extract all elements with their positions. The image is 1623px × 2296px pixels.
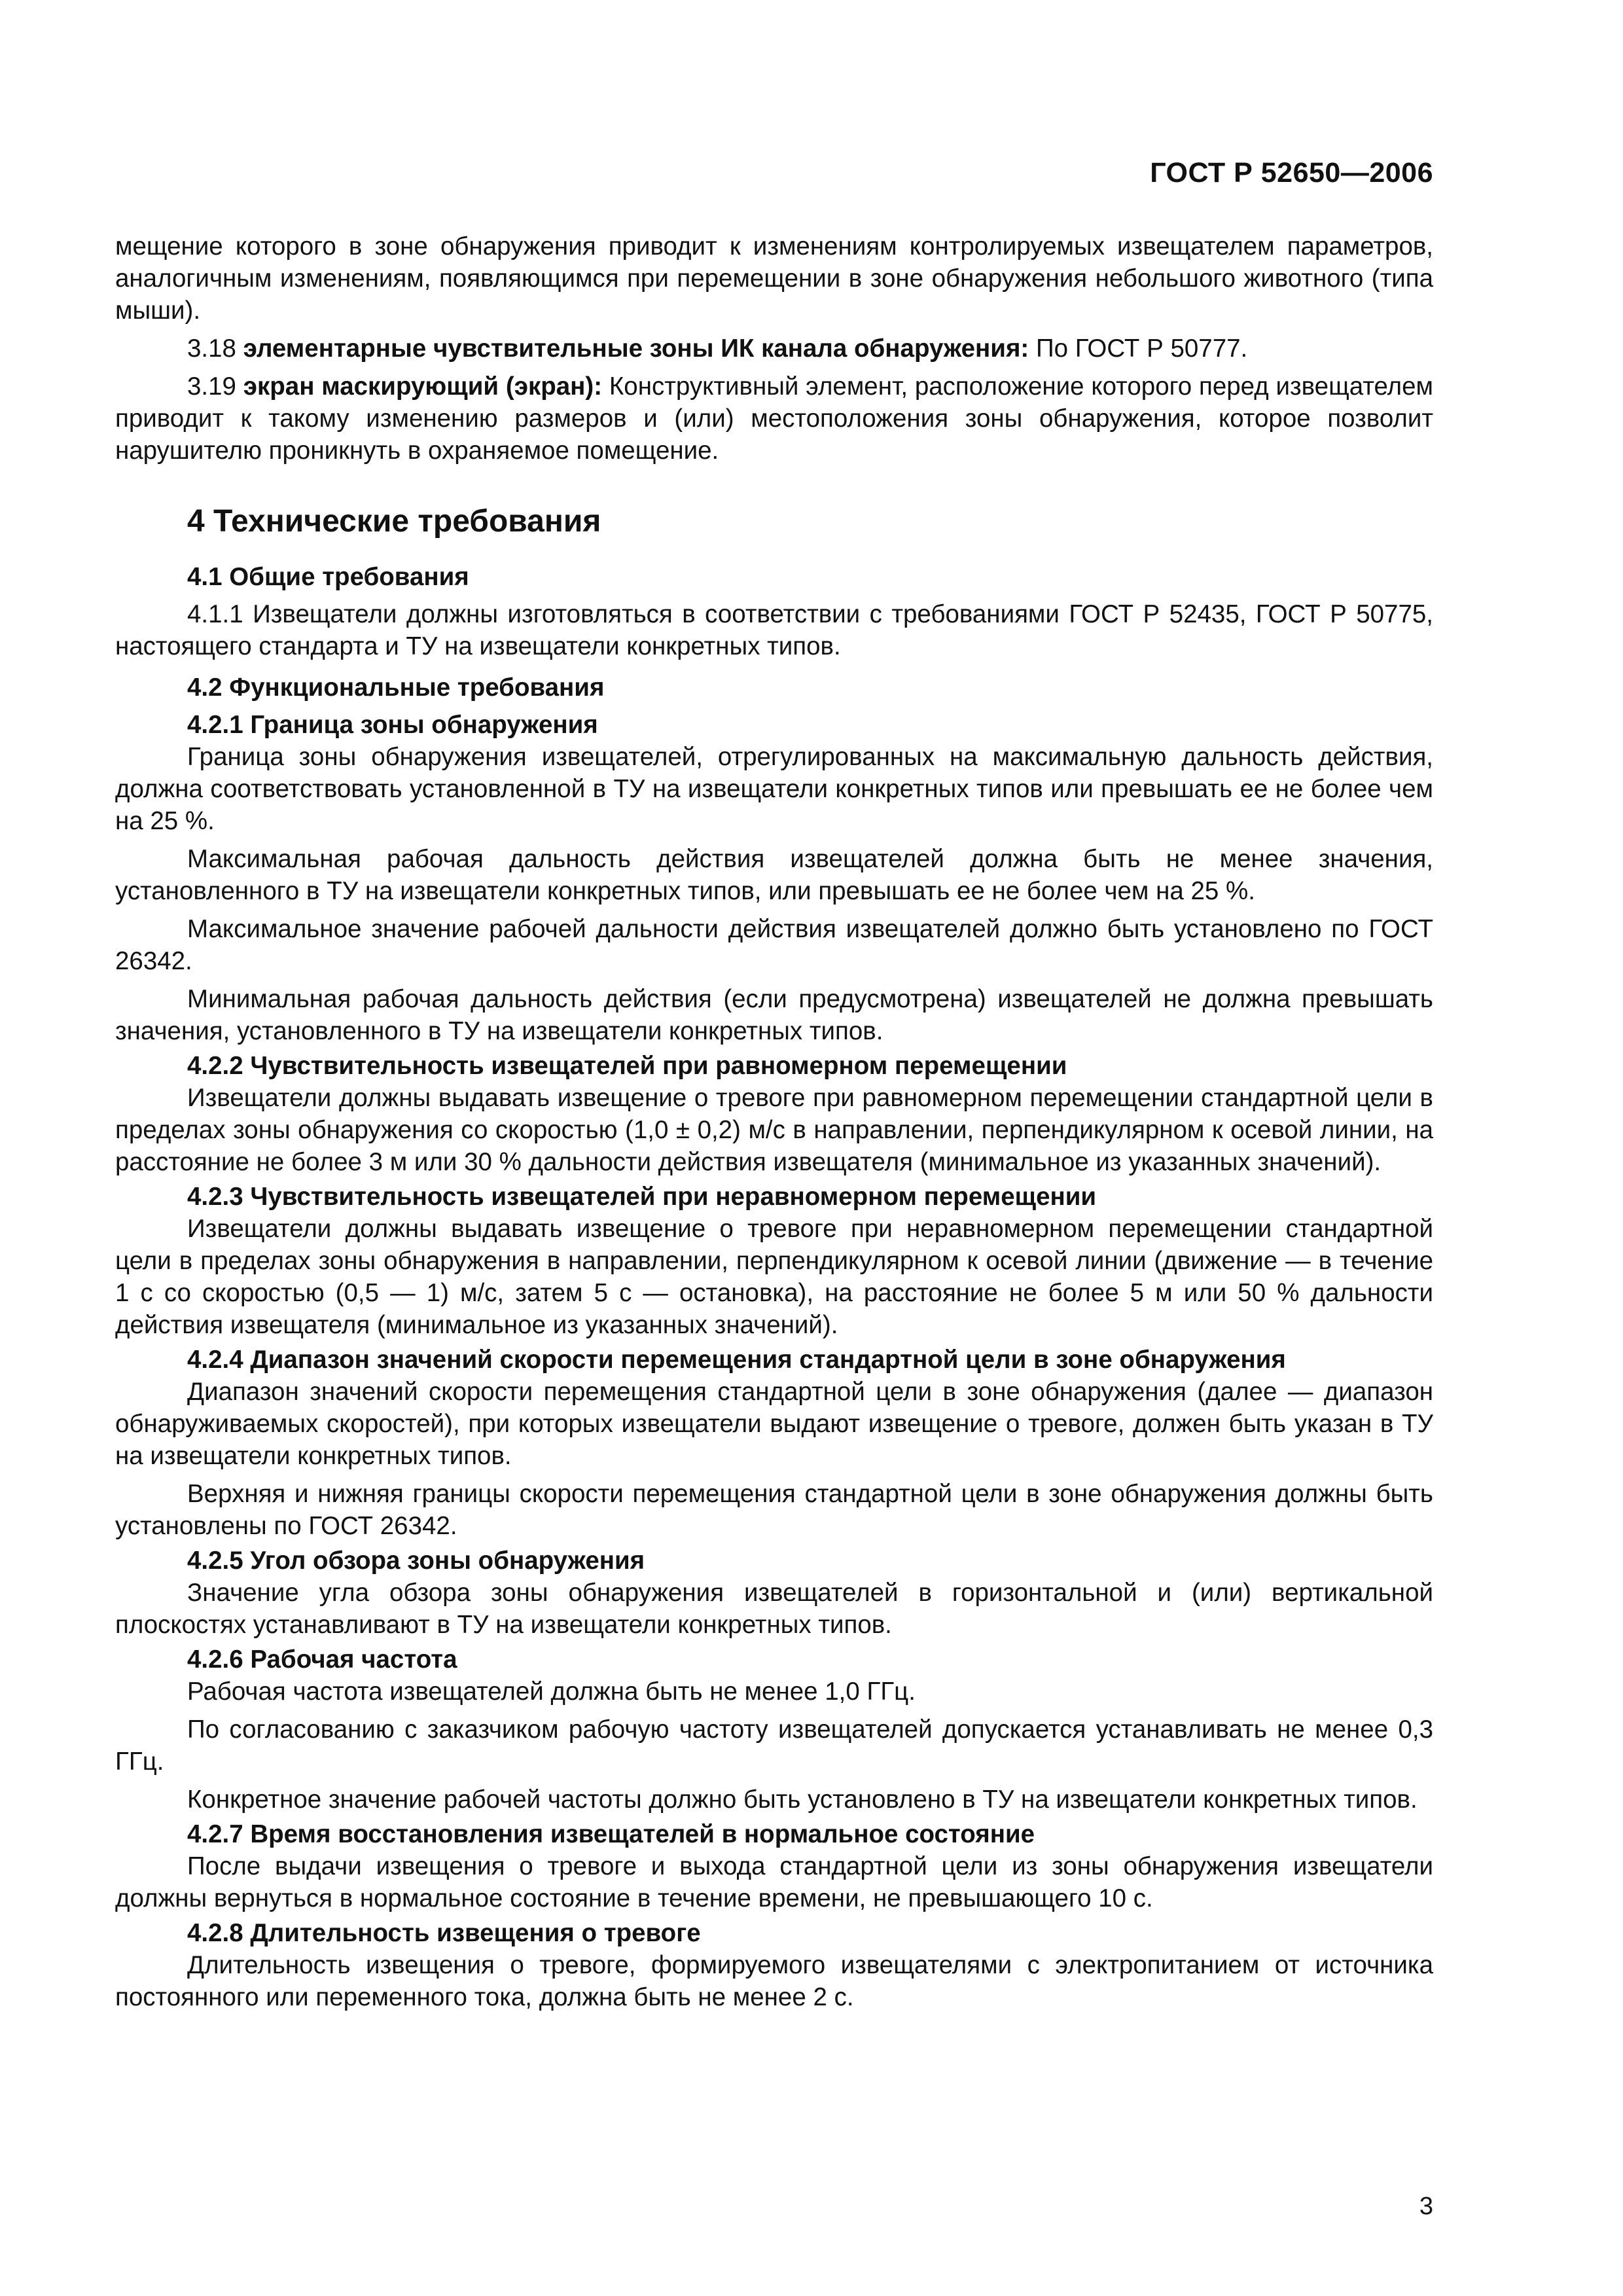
paragraph: Граница зоны обнаружения извещателей, отрегулированных на максимальную дальность действия, должна соответствовать установленной в ТУ на извещатели конкретных типов или превышать ее не более чем на 25 %. — [115, 743, 1433, 835]
paragraph: Рабочая частота извещателей должна быть не менее 1,0 ГГц. — [187, 1677, 916, 1706]
paragraph: Максимальное значение рабочей дальности действия извещателей должно быть установлено по ГОСТ 26342. — [115, 915, 1433, 975]
definition-3-18 — [115, 332, 1433, 365]
page-number: 3 — [1419, 2193, 1433, 2220]
definition-3-19 — [115, 370, 1433, 467]
section-4-heading: 4 Технические требования — [187, 504, 601, 539]
paragraph: Конкретное значение рабочей частоты должно быть установлено в ТУ на извещатели конкретных типов. — [187, 1785, 1418, 1814]
paragraph: Верхняя и нижняя границы скорости перемещения стандартной цели в зоне обнаружения должны быть установлены по ГОСТ 26342. — [115, 1480, 1433, 1540]
paragraph: Длительность извещения о тревоге, формируемого извещателями с электропитанием от источника постоянного или переменного тока, должна быть не менее 2 с. — [115, 1951, 1433, 2011]
definition-text: По ГОСТ Р 50777. — [1035, 334, 1248, 363]
paragraph: По согласованию с заказчиком рабочую частоту извещателей допускается устанавливать не менее 0,3 ГГц. — [115, 1715, 1433, 1776]
paragraph: Максимальная рабочая дальность действия извещателей должна быть не менее значения, установленного в ТУ на извещатели конкретных типов, или превышать ее не более чем на 25 %. — [115, 845, 1433, 905]
definition-term: элементарные чувствительные зоны ИК канала обнаружения: — [243, 334, 1029, 363]
continued-paragraph: мещение которого в зоне обнаружения приводит к изменениям контролируемых извещателем параметров, аналогичным изменениям, появляющимся при перемещении в зоне обнаружения небольшого животного (типа мыши). — [115, 232, 1433, 325]
section-4-2-6-heading: 4.2.6 Рабочая частота — [187, 1645, 457, 1674]
paragraph: Диапазон значений скорости перемещения стандартной цели в зоне обнаружения (далее — диапазон обнаруживаемых скоростей), при которых извещатели выдают извещение о тревоге, должен быть указан в ТУ на извещатели конкретных типов. — [115, 1378, 1433, 1470]
definition-text: Конструктивный элемент, расположение которого перед извещателем приводит к такому изменению размеров и (или) местоположения зоны обнаружения, которое позволит нарушителю проникнуть в охраняемое помещение. — [115, 372, 1434, 465]
section-4-2-3-heading: 4.2.3 Чувствительность извещателей при неравномерном перемещении — [187, 1183, 1097, 1211]
document-designation: ГОСТ Р 52650—2006 — [1150, 157, 1433, 188]
section-4-2-4-heading: 4.2.4 Диапазон значений скорости перемещения стандартной цели в зоне обнаружения — [187, 1346, 1286, 1374]
section-4-2-5-heading: 4.2.5 Угол обзора зоны обнаружения — [187, 1547, 645, 1575]
page-content — [115, 230, 1433, 2013]
definition-number: 3.19 — [187, 372, 236, 401]
section-4-2-8-heading: 4.2.8 Длительность извещения о тревоге — [187, 1919, 701, 1947]
paragraph: Значение угла обзора зоны обнаружения извещателей в горизонтальной и (или) вертикальной плоскостях устанавливают в ТУ на извещатели конкретных типов. — [115, 1579, 1433, 1639]
paragraph: После выдачи извещения о тревоге и выхода стандартной цели из зоны обнаружения извещатели должны вернуться в нормальное состояние в течение времени, не превышающего 10 с. — [115, 1852, 1433, 1912]
section-4-1-heading: 4.1 Общие требования — [187, 563, 469, 591]
paragraph: Извещатели должны выдавать извещение о тревоге при равномерном перемещении стандартной цели в пределах зоны обнаружения со скоростью (1,0 ± 0,2) м/с в направлении, перпендикулярном к осевой линии, на расстояние не более 3 м или 30 % дальности действия извещателя (минимальное из указанных значений). — [115, 1084, 1433, 1176]
definition-term: экран маскирующий (экран): — [243, 372, 603, 401]
paragraph: Извещатели должны выдавать извещение о тревоге при неравномерном перемещении стандартной цели в пределах зоны обнаружения в направлении, перпендикулярном к осевой линии (движение — в течение 1 с со скоростью (0,5 — 1) м/с, затем 5 с — остановка), на расстояние не более 5 м или 50 % дальности действия извещателя (минимальное из указанных значений). — [115, 1215, 1433, 1339]
definition-number: 3.18 — [187, 334, 236, 363]
section-4-2-2-heading: 4.2.2 Чувствительность извещателей при равномерном перемещении — [187, 1052, 1067, 1080]
paragraph: Минимальная рабочая дальность действия (если предусмотрена) извещателей не должна превышать значения, установленного в ТУ на извещатели конкретных типов. — [115, 985, 1433, 1045]
section-4-2-heading: 4.2 Функциональные требования — [187, 673, 605, 702]
section-4-2-7-heading: 4.2.7 Время восстановления извещателей в нормальное состояние — [187, 1820, 1035, 1848]
paragraph: 4.1.1 Извещатели должны изготовляться в соответствии с требованиями ГОСТ Р 52435, ГОСТ Р 50775, настоящего стандарта и ТУ на извещатели конкретных типов. — [115, 600, 1433, 660]
section-4-2-1-heading: 4.2.1 Граница зоны обнаружения — [187, 711, 598, 739]
